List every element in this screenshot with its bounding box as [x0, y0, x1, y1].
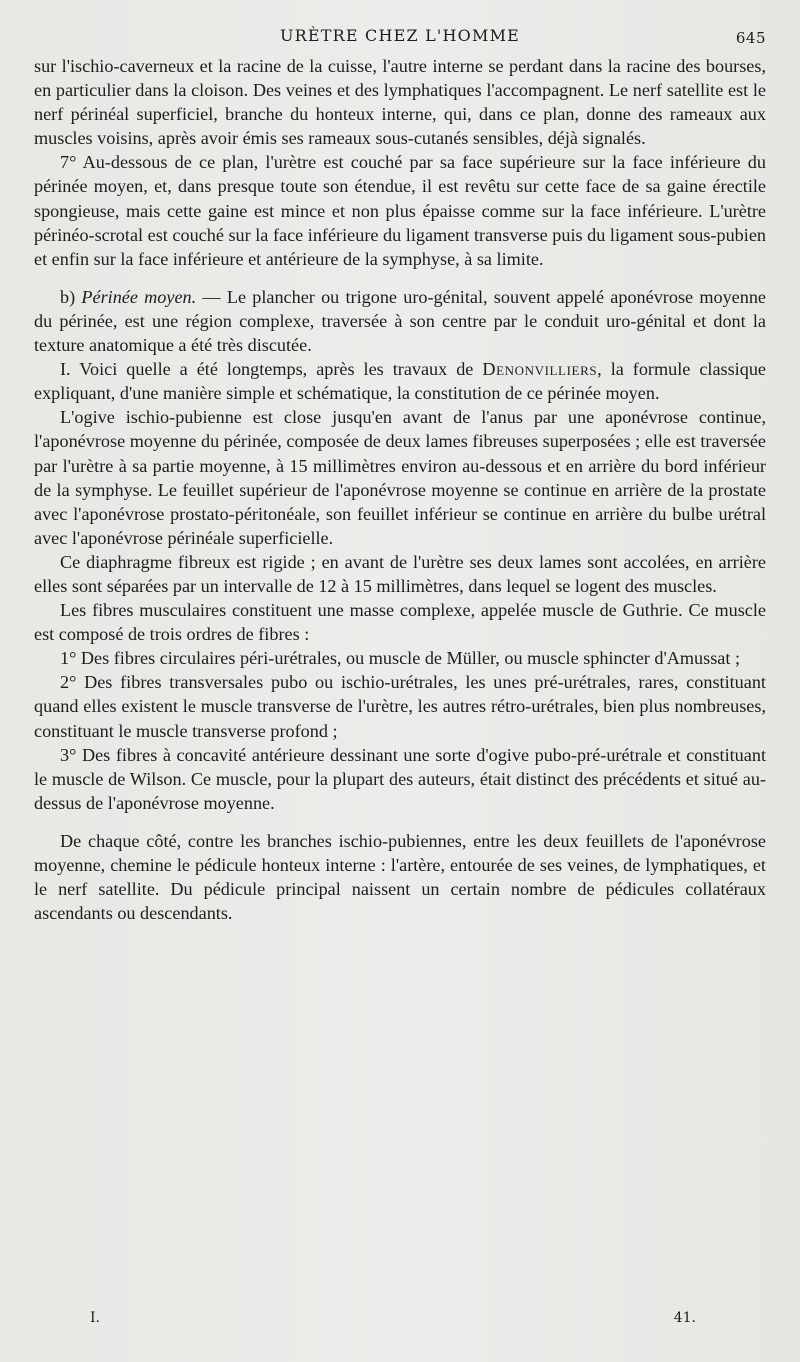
volume-signature: I. — [90, 1310, 100, 1326]
section-text: — Le plancher ou trigone uro-génital, souvent appelé aponévrose moyenne du périnée, est une région complexe, traversée à son centre par le conduit uro-génital et dont la texture anatomique a été très discutée. — [34, 286, 766, 356]
paragraph-ogive: L'ogive ischio-pubienne est close jusqu'en avant de l'anus par une aponévrose continue, l'aponévrose moyenne du périnée, composée de deux lames fibreuses superposées ; elle est traversée par l'urètre à sa partie moyenne, à 15 millimètres environ au-dessous et en arrière du bord inférieur de la symphyse. Le feuillet supérieur de l'aponévrose moyenne se continue en arrière de la prostate avec l'aponévrose prostato-péritonéale, son feuillet inférieur se continue en arrière du bulbe urétral avec l'aponévrose périnéale superficielle. — [34, 407, 766, 548]
paragraph-item-2: 2° Des fibres transversales pubo ou ischio-urétrales, les unes pré-urétrales, rares, constituant quand elles existent le muscle transverse de l'urètre, les autres rétro-urétrales, bien plus nombreuses, constituant le muscle transverse profond ; — [34, 672, 766, 741]
paragraph-I-after: , la formule classique expliquant, d'une manière simple et schématique, la constitution de ce périnée moyen. — [34, 359, 766, 404]
paragraph-pedicule: De chaque côté, contre les branches ischio-pubiennes, entre les deux feuillets de l'aponévrose moyenne, chemine le pédicule honteux interne : l'artère, entourée de ses veines, de lymphatiques, et le nerf satellite. Du pédicule principal naissent un certain nombre de pédicules collatéraux ascendants ou descendants. — [34, 830, 766, 924]
paragraph-continuation: sur l'ischio-caverneux et la racine de la cuisse, l'autre interne se perdant dans la racine des bourses, en particulier dans la cloison. Des veines et des lymphatiques l'accompagnent. Le nerf satellite est le nerf périnéal superficiel, branche du honteux interne, qui, dans ce plan, donne des rameaux aux muscles voisins, après avoir émis ses rameaux sous-cutanés sensibles, déjà signalés. — [34, 56, 766, 149]
paragraph-I — [34, 357, 766, 405]
paragraph-fibres: Les fibres musculaires constituent une masse complexe, appelée muscle de Guthrie. Ce muscle est composé de trois ordres de fibres : — [34, 600, 766, 645]
running-head — [34, 20, 766, 54]
paragraph-item-3: 3° Des fibres à concavité antérieure dessinant une sorte d'ogive pubo-pré-urétrale et constituant le muscle de Wilson. Ce muscle, pour la plupart des auteurs, était distinct des précédents et situé au-dessus de l'aponévrose moyenne. — [34, 744, 766, 813]
quire-number: 41. — [673, 1310, 696, 1326]
section-heading: Périnée moyen. — [81, 286, 197, 307]
page-number: 645 — [735, 29, 766, 47]
paragraph-7: 7° Au-dessous de ce plan, l'urètre est couché par sa face supérieure sur la face inférieure du périnée moyen, et, dans presque toute son étendue, il est revêtu sur cette face de sa gaine érectile spongieuse, mais cette gaine est mince et non plus épaisse comme sur la face inférieure. L'urètre périnéo-scrotal est couché sur la face inférieure du ligament transverse puis du ligament sous-pubien et enfin sur la face inférieure et antérieure de la symphyse, à sa limite. — [34, 152, 766, 269]
section-letter: b) — [60, 286, 82, 307]
paragraph-item-1: 1° Des fibres circulaires péri-urétrales, ou muscle de Müller, ou muscle sphincter d'Amussat ; — [60, 648, 741, 669]
running-title: URÈTRE CHEZ L'HOMME — [279, 26, 521, 45]
paragraph-diaphragme: Ce diaphragme fibreux est rigide ; en avant de l'urètre ses deux lames sont accolées, en arrière elles sont séparées par un intervalle de 12 à 15 millimètres, dans lequel se logent des muscles. — [34, 551, 766, 596]
paragraph-perinee-moyen — [34, 285, 766, 357]
page-footer — [90, 1310, 696, 1330]
body-text — [34, 54, 766, 925]
author-name: Denonvilliers — [482, 359, 598, 380]
paragraph-I-before: I. Voici quelle a été longtemps, après les travaux de — [60, 359, 483, 380]
